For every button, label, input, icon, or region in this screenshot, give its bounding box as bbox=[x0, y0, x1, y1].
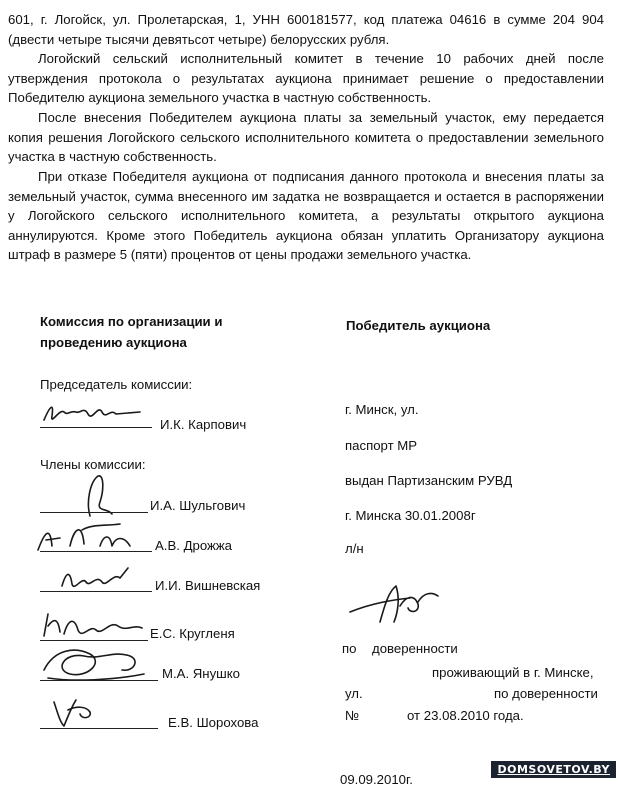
member-signature-line-2 bbox=[40, 551, 152, 552]
member-name-5: М.А. Янушко bbox=[162, 666, 241, 681]
paragraph-refusal: При отказе Победителя аукциона от подписания данного протокола и внесения платы за земельный участок, сумма внесенного им задатка не возвращается и остается в распоряжении у Логойского сельского исполнительного комитета, а результаты открытого аукциона аннулируются. Кроме этого Победитель аукциона обязан уплатить Организатору аукциона штраф в размере 5 (пяти) процентов от цены продажи земельного участка. bbox=[8, 169, 604, 262]
winner-number-sign: № bbox=[345, 708, 360, 723]
winner-issued-by: выдан Партизанским РУВД bbox=[345, 473, 513, 488]
document-date: 09.09.2010г. bbox=[340, 772, 413, 787]
paragraph-copy-decision: После внесения Победителем аукциона платы за земельный участок, ему передается копия решения Логойского сельского исполнительного комитета о предоставлении земельного участка в частную собственность. bbox=[8, 110, 604, 164]
chairman-signature-line bbox=[40, 427, 152, 428]
member-signature-5 bbox=[34, 640, 154, 684]
winner-street2: ул. bbox=[345, 686, 363, 701]
member-name-1: И.А. Шульгович bbox=[150, 498, 246, 513]
member-signature-line-1 bbox=[40, 512, 148, 513]
winner-proxy-word: доверенности bbox=[372, 641, 458, 656]
chairman-label: Председатель комиссии: bbox=[40, 377, 193, 392]
member-signature-6 bbox=[46, 692, 116, 732]
winner-proxy-po: по bbox=[342, 641, 357, 656]
winner-proxy-date: от 23.08.2010 года. bbox=[407, 708, 524, 723]
chairman-name: И.К. Карпович bbox=[160, 417, 247, 432]
paragraph-payment: 601, г. Логойск, ул. Пролетарская, 1, УНН 600181577, код платежа 04616 в сумме 204 904 (двести четыре тысячи девятьсот четыре) белорусских рубля. bbox=[8, 12, 604, 47]
paragraph-decision: Логойский сельский исполнительный комитет в течение 10 рабочих дней после утверждения протокола о результатах аукциона принимает решение о предоставлении Победителю аукциона земельного участка в частную собственность. bbox=[8, 51, 604, 105]
member-signature-line-5 bbox=[40, 680, 158, 681]
watermark-logo: DOMSOVETOV.BY bbox=[491, 761, 616, 778]
member-name-4: Е.С. Кругленя bbox=[150, 626, 235, 641]
member-name-6: Е.В. Шорохова bbox=[168, 715, 259, 730]
winner-issued-date: г. Минска 30.01.2008г bbox=[345, 508, 476, 523]
member-name-3: И.И. Вишневская bbox=[155, 578, 261, 593]
member-signature-line-3 bbox=[40, 591, 152, 592]
member-signature-line-6 bbox=[40, 728, 158, 729]
winner-city-street: г. Минск, ул. bbox=[345, 402, 419, 417]
winner-passport: паспорт МР bbox=[345, 438, 418, 453]
winner-signature bbox=[340, 582, 450, 628]
commission-heading-line2: проведению аукциона bbox=[40, 335, 187, 350]
commission-heading-line1: Комиссия по организации и bbox=[40, 314, 223, 329]
member-name-2: А.В. Дрожжа bbox=[155, 538, 233, 553]
winner-proxy2: по доверенности bbox=[494, 686, 598, 701]
winner-heading: Победитель аукциона bbox=[346, 318, 491, 333]
members-label: Члены комиссии: bbox=[40, 457, 146, 472]
member-signature-2 bbox=[30, 516, 150, 556]
winner-residing: проживающий в г. Минске, bbox=[432, 665, 594, 680]
winner-personal-no: л/н bbox=[345, 541, 364, 556]
